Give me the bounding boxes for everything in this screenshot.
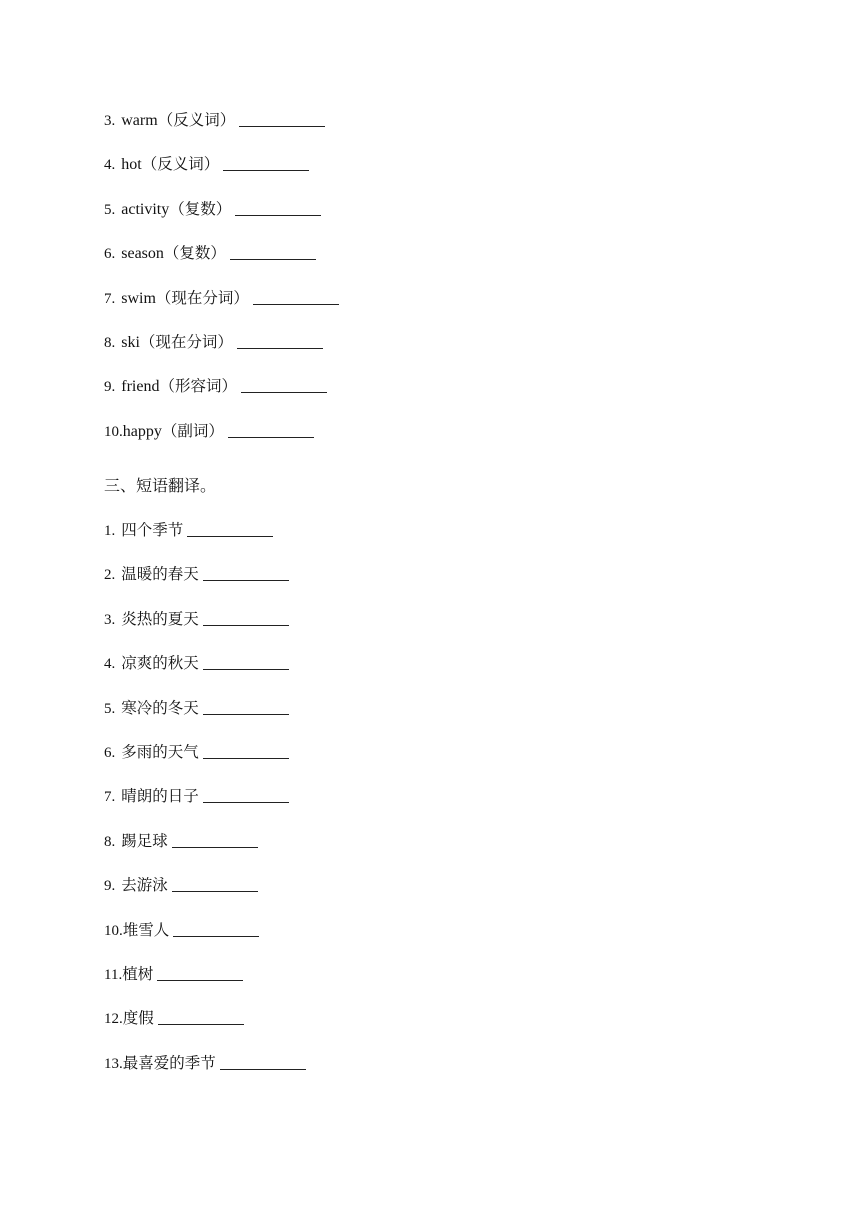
item-number: 9. (104, 878, 116, 895)
item-phrase: 踢足球 (121, 831, 168, 850)
item-number: 12. (104, 1011, 123, 1028)
list-item (104, 286, 804, 330)
item-phrase: 温暖的春天 (121, 565, 199, 584)
phrase-translation-list (104, 518, 804, 1095)
item-word: happy (122, 422, 162, 440)
answer-blank[interactable] (220, 1053, 306, 1070)
item-number: 8. (104, 833, 116, 850)
list-item (104, 419, 804, 463)
item-phrase: 植树 (122, 964, 154, 983)
list-item (104, 152, 804, 196)
answer-blank[interactable] (237, 332, 323, 349)
list-item (104, 607, 804, 651)
item-number: 10. (104, 922, 123, 939)
list-item (104, 962, 804, 1006)
item-note: （形容词） (159, 377, 237, 396)
item-number: 11. (104, 966, 123, 983)
answer-blank[interactable] (172, 831, 258, 848)
answer-blank[interactable] (203, 742, 289, 759)
item-phrase: 凉爽的秋天 (121, 654, 199, 673)
answer-blank[interactable] (203, 698, 289, 715)
answer-blank[interactable] (173, 920, 259, 937)
list-item (104, 1006, 804, 1050)
section-heading: 三、短语翻译。 (104, 476, 217, 495)
item-note: （反义词） (157, 111, 236, 129)
list-item (104, 108, 804, 152)
item-phrase: 度假 (122, 1009, 154, 1028)
answer-blank[interactable] (223, 154, 309, 171)
list-item (104, 784, 804, 828)
answer-blank[interactable] (158, 1008, 244, 1025)
list-item (104, 1051, 804, 1095)
item-number: 5. (104, 700, 116, 717)
item-phrase: 最喜爱的季节 (122, 1053, 216, 1072)
answer-blank[interactable] (235, 199, 321, 216)
item-phrase: 去游泳 (121, 876, 168, 895)
item-note: （现在分词） (139, 332, 233, 351)
word-form-list (104, 108, 804, 463)
item-phrase: 炎热的夏天 (121, 609, 199, 628)
item-word: swim (121, 289, 156, 307)
item-phrase: 寒冷的冬天 (121, 698, 199, 717)
item-word: ski (121, 333, 140, 351)
list-item (104, 241, 804, 285)
answer-blank[interactable] (230, 243, 316, 260)
item-word: hot (121, 156, 142, 174)
answer-blank[interactable] (228, 421, 314, 438)
answer-blank[interactable] (203, 786, 289, 803)
list-item (104, 873, 804, 917)
answer-blank[interactable] (187, 520, 273, 537)
list-item (104, 829, 804, 873)
answer-blank[interactable] (203, 653, 289, 670)
item-number: 6. (104, 744, 116, 761)
answer-blank[interactable] (203, 564, 289, 581)
item-number: 2. (104, 567, 116, 584)
section-heading-container (104, 474, 804, 498)
item-word: friend (121, 378, 160, 396)
item-number: 7. (104, 789, 116, 806)
item-word: warm (121, 112, 158, 129)
list-item (104, 651, 804, 695)
item-number: 4. (104, 157, 116, 174)
item-phrase: 四个季节 (121, 521, 184, 539)
item-phrase: 堆雪人 (122, 920, 170, 939)
answer-blank[interactable] (172, 875, 258, 892)
item-number: 3. (104, 113, 116, 129)
item-number: 7. (104, 290, 116, 307)
item-number: 5. (104, 201, 116, 218)
item-number: 8. (104, 334, 116, 351)
list-item (104, 740, 804, 784)
list-item (104, 918, 804, 962)
list-item (104, 197, 804, 241)
item-word: activity (121, 200, 170, 218)
list-item (104, 330, 804, 374)
answer-blank[interactable] (203, 609, 289, 626)
item-number: 3. (104, 611, 116, 628)
item-phrase: 晴朗的日子 (121, 787, 199, 806)
answer-blank[interactable] (241, 376, 327, 393)
list-item (104, 696, 804, 740)
item-number: 9. (104, 379, 116, 396)
answer-blank[interactable] (239, 110, 325, 127)
list-item (104, 562, 804, 606)
item-note: （现在分词） (155, 288, 249, 307)
item-number: 4. (104, 656, 116, 673)
item-note: （复数） (169, 199, 232, 218)
item-number: 1. (104, 523, 116, 539)
item-word: season (121, 245, 164, 263)
list-item (104, 374, 804, 418)
item-phrase: 多雨的天气 (121, 742, 199, 761)
answer-blank[interactable] (253, 288, 339, 305)
item-note: （副词） (161, 421, 224, 440)
answer-blank[interactable] (157, 964, 243, 981)
list-item (104, 518, 804, 562)
item-number: 13. (104, 1055, 123, 1072)
item-note: （反义词） (141, 155, 220, 174)
item-number: 10. (104, 423, 123, 440)
item-number: 6. (104, 246, 116, 263)
item-note: （复数） (163, 244, 226, 263)
